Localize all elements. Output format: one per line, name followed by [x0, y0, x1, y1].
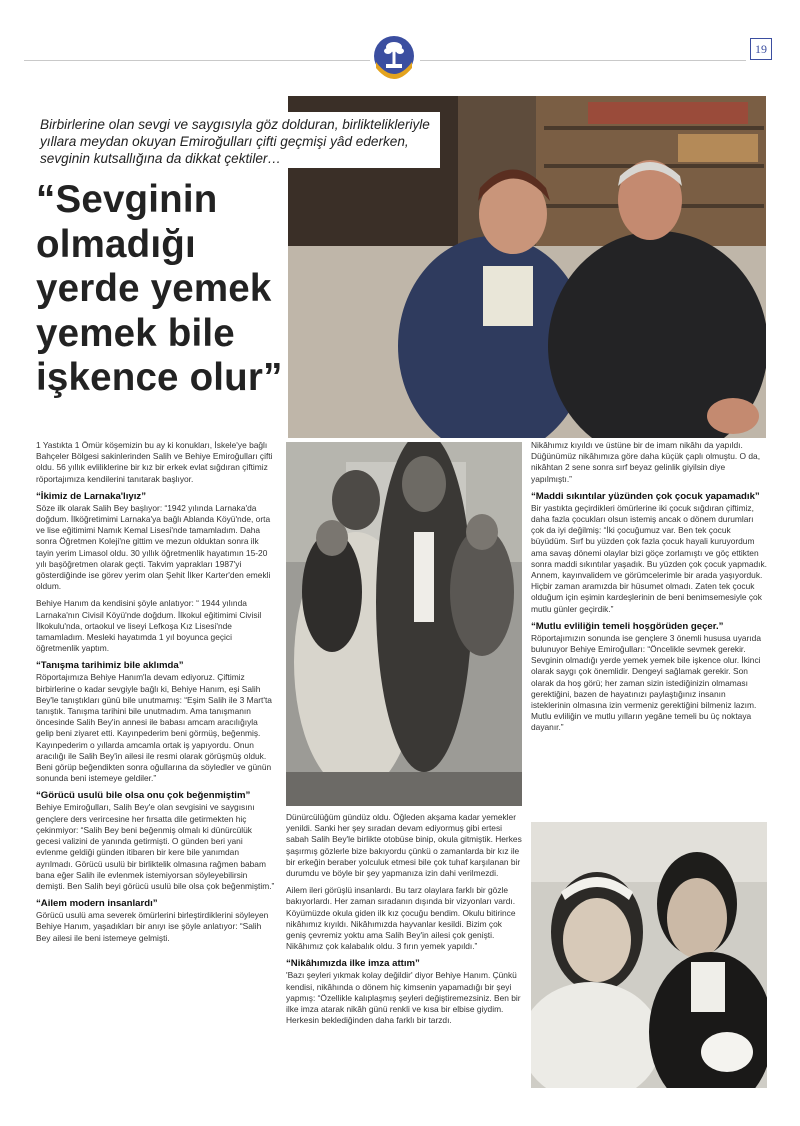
wedding-photo: [531, 822, 767, 1088]
paragraph: Behiye Emiroğulları, Salih Bey'e olan sevgisini ve saygısını gençlere ders verircesine her fırsatta dile getirmekten hiç çekinmiyor: “Salih Bey beni beğenmiş olmalı ki dünürcülük gecesi valizini de yanında getirmişti. O günden beri yani evlenme geldiği günden itibaren bir kere bile yanımdan ayrılmadı. Görücü usulü bir birliktelik olmasına rağmen babam bana eğer Salih ile evlenmek istemiyorsan söyleyebilirsin demişti. Ben Salih beyi görücü usulü bile olsa çok beğenmiştim.”: [36, 802, 275, 891]
article-column-left: [36, 440, 276, 950]
paragraph: Söze ilk olarak Salih Bey başlıyor: “1942 yılında Larnaka'da doğdum. İlköğretimimi Larnaka'ya bağlı Ablanda Köyü'nde, orta ve lise eğitimimi Namık Kemal Lisesi'nde tamamladım. Daha sonra Öğretmen Koleji'ne gittim ve mezun olduktan sonra ilk tayin yerim Limasol oldu. 30 yıllık öğretmenlik hayatımın 15-20 yılı başöğretmen olarak geçti. Takvim yaprakları 1987'yi gösterdiğinde ise görev yerim olan Şehit İlker Karter'den emekli oldum.: [36, 502, 271, 592]
intro-text: Birbirlerine olan sevgi ve saygısıyla göz dolduran, birliktelikleriyle yıllara meydan okuyan Emiroğulları çifti geçmişi yâd ederken, sevginin kutsallığına da dikkat çektiler…: [40, 117, 430, 166]
section-heading: “İkimiz de Larnaka'lıyız”: [36, 490, 146, 502]
paragraph: 'Bazı şeyleri yıkmak kolay değildir' diyor Behiye Hanım. Çünkü kendisi, nikâhında o dönem hiç kimsenin yapamadığı bir şeyi yapmış: “Özellikle kalıplaşmış şeyleri değiştiremezsiniz. Ben bir ilke imza atarak nikâh günü renkli ve kısa bir elbise giydim. Herkesin beklediğinden daha farklı bir tarzdı.: [286, 970, 521, 1026]
header-rule-right: [420, 60, 746, 61]
section-heading: “Mutlu evliliğin temeli hoşgörüden geçer.”: [531, 620, 724, 632]
paragraph: Röportajımıza Behiye Hanım'la devam ediyoruz. Çiftimiz birbirlerine o kadar sevgiyle bağlı ki, Behiye Hanım, eşi Salih Bey'le tanıştıkları günü bile unutmamış: “Eşim Salih ile 3 Mart'ta tanıştık. Tanışma tarihini bile unutmadım. Ama tanışmanın öncesinde Salih Bey'in annesi ile babası amcam aracılığıyla gelip beni ziyaret etti. Kayınpederim beni görmüş, beğenmiş. Kayınpederim o yıllarda amcamla ortak iş yapıyordu. Onun aracılığı ile Salih Bey'in ailesi ile resmi olarak görüşmüş olduk. Beni görüp beğendikten sonra oğullarına da söyledler ve günün sonunda beni istemeye geldiler.”: [36, 672, 272, 784]
headline: “Sevginin olmadığı yerde yemek yemek bile işkence olur”: [36, 178, 283, 399]
section-heading: “Nikâhımızda ilke imza attım”: [286, 958, 420, 970]
paragraph: Behiye Hanım da kendisini şöyle anlatıyor: “ 1944 yılında Larnaka'nın Civisil Köyü'nde doğdum. İlkokul eğitimimi Civisil İlkokulu'nda, ortaokul ve liseyi Lefkoşa Kız Lisesi'nde tamamladım. Mesleki hayatımda 1 yıl boyunca geçici öğretmenlik yaptım.: [36, 598, 262, 654]
family-photo: [286, 442, 522, 806]
article-column-right: [531, 440, 767, 740]
page-number: 19: [750, 38, 772, 60]
paragraph: Görücü usulü ama severek ömürlerini birleştirdiklerini söyleyen Behiye Hanım, yaşadıkları bir anıyı ise şöyle anlatıyor: “Salih Bey ailesi ile beni istemeye gelmişti.: [36, 910, 269, 943]
lead-paragraph: 1 Yastıkta 1 Ömür köşemizin bu ay ki konukları, İskele'ye bağlı Bahçeler Bölgesi sakinlerinden Salih ve Behiye Emiroğulları çifti oldu. 56 yıllık evliliklerine bir kız bir erkek evlat sığdıran çiftimiz röportajımıza kendilerini tanıtarak başlıyor.: [36, 440, 273, 484]
magazine-logo: [372, 34, 416, 84]
section-heading: “Tanışma tarihimiz bile aklımda”: [36, 660, 184, 672]
intro-box: [36, 112, 440, 168]
paragraph: Ailem ileri görüşlü insanlardı. Bu tarz olaylara farklı bir gözle bakıyorlardı. Her zaman sıradanın dışında bir vizyonları vardı. Köyümüzde okula giden ilk kız çocuğu bendim. Okulu bitirince nikâhımız kıyıldı. Nikâhımızda hayvanlar kesildi. Bizim çok geniş çevremiz yoktu ama Salih Bey'in ailesi çok genişti. Nikâhımız çok kalabalık oldu. 3 fırın yemek yapıldı.”: [286, 885, 516, 952]
paragraph: Röportajımızın sonunda ise gençlere 3 önemli hususa uyarıda bulunuyor Behiye Emiroğulları: “Öncelikle sevmek gerekir. Sevginin olmadığı yerde yemek yemek bile işkence olur. İkinci olarak saygı çok önemlidir. Dengeyi sağlamak gerekir. Son olarak da hoş görü; her zaman sizin istediğinizin olmaması gerektiğini, bazen de hayatınızı paylaştığınız insanın isteklerinin olmasına izin vermeniz gerektiğini bilmeniz lazım. Mutlu evliliğin ve mutlu yılların yegâne temeli bu üç noktaya dayanır.”: [531, 632, 761, 733]
article-column-middle: [286, 812, 522, 1032]
paragraph: Bir yastıkta geçirdikleri ömürlerine iki çocuk sığdıran çiftimiz, daha fazla çocukları olsun istemiş ancak o dönem durumları çok da iyi değilmiş: “İki çocuğumuz var. Ben tek çocuk büyüdüm. Sırf bu yüzden çok fazla çocuk hayali kuruyordum ama savaş dönemi olaylar bizi göçe zorlamıştı ve göç ettikten sonra maddi sıkıntılar yaşadık. Bu yüzden çok çocuk yapmadık. Annem, kayınvalidem ve görümcelerimle bir arada yaşıyorduk. Hiçbir zaman aramızda bir hüsumet olmadı. Zaten tek çocuk olduğum için eşimin kardeşlerinin de beni benimsemesiyle çok mutlu günler geçirdik.”: [531, 502, 768, 614]
paragraph: Nikâhımız kıyıldı ve üstüne bir de imam nikâhı da yapıldı. Düğünümüz nikâhımıza göre daha küçük çaplı olmuştu. O da, nikâhtan 2 sene sonra sırf beyaz gelinlik giyilsin diye yapılmıştı.”: [531, 440, 761, 484]
paragraph: Dünürcülüğüm gündüz oldu. Öğleden akşama kadar yemekler yenildi. Sanki her şey sıradan devam ediyormuş gibi ertesi sabah Salih Bey'le birlikte otobüse binip, okula gitmiştik. Herkes şaşırmış gözlerle bize bakıyordu çünkü o zamanlarda bir kız ile bir erkeğin beraber yolculuk etmesi bile çok tuhaf karşılanan bir durumdu ve böyle bir şey yapmanıza izin dahi verilmezdi.: [286, 812, 522, 879]
section-heading: “Ailem modern insanlardı”: [36, 898, 158, 910]
section-heading: “Görücü usulü bile olsa onu çok beğenmiştim”: [36, 790, 251, 802]
section-heading: “Maddi sıkıntılar yüzünden çok çocuk yapamadık”: [531, 490, 760, 502]
header-rule-left: [24, 60, 370, 61]
